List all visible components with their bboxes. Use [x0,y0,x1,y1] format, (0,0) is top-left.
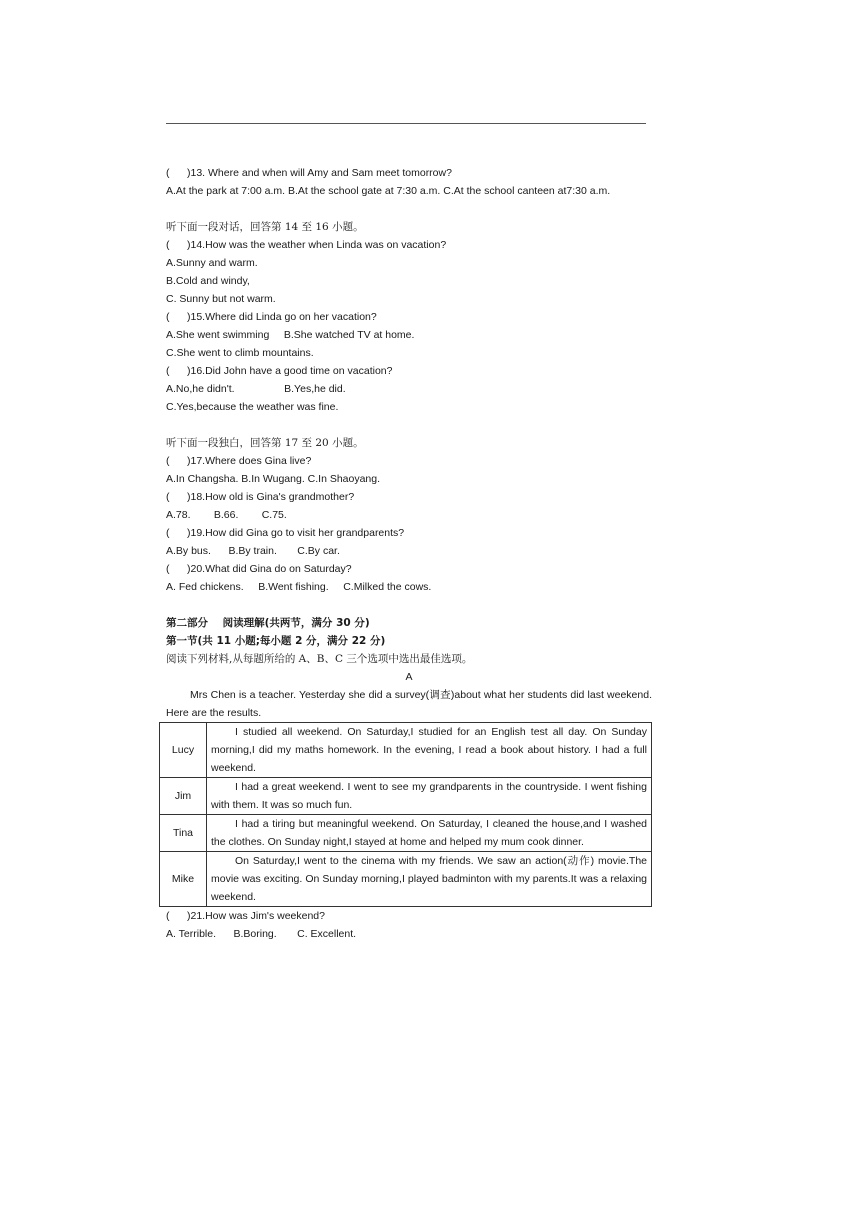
student-name: Tina [160,815,207,852]
question-18-options: A.78. B.66. C.75. [166,509,287,521]
survey-results-table [159,722,652,907]
question-14-option-c: C. Sunny but not warm. [166,293,276,305]
passage-label: A [405,671,413,683]
question-18-stem: ( )18.How old is Gina's grandmother? [166,491,355,503]
spacer [166,596,652,614]
student-answer: On Saturday,I went to the cinema with my friends. We saw an action(动作) movie.The movie was exciting. On Sunday morning,I played badminton with my parents.It was a relaxing weekend. [207,852,652,907]
question-19-stem: ( )19.How did Gina go to visit her grandparents? [166,527,405,539]
table-row [160,723,652,778]
spacer [166,416,652,434]
question-13-stem: ( )13. Where and when will Amy and Sam meet tomorrow? [166,167,452,179]
question-17-options: A.In Changsha. B.In Wugang. C.In Shaoyang. [166,473,381,485]
question-21-options: A. Terrible. B.Boring. C. Excellent. [166,928,357,940]
section-17-20-intro: 听下面一段独白，回答第 17 至 20 小题。 [166,437,364,449]
section-14-16-intro: 听下面一段对话，回答第 14 至 16 小题。 [166,221,364,233]
question-19-options: A.By bus. B.By train. C.By car. [166,545,340,557]
student-name: Jim [160,778,207,815]
question-14-option-a: A.Sunny and warm. [166,257,258,269]
question-13-options: A.At the park at 7:00 a.m. B.At the school gate at 7:30 a.m. C.At the school canteen at7:30 a.m. [166,185,611,197]
question-15-stem: ( )15.Where did Linda go on her vacation? [166,311,377,323]
question-16-stem: ( )16.Did John have a good time on vacation? [166,365,393,377]
question-17-stem: ( )17.Where does Gina live? [166,455,312,467]
question-14-stem: ( )14.How was the weather when Linda was on vacation? [166,239,447,251]
table-row [160,778,652,815]
student-name: Lucy [160,723,207,778]
question-14-option-b: B.Cold and windy, [166,275,250,287]
question-21-stem: ( )21.How was Jim's weekend? [166,910,325,922]
spacer [166,200,652,218]
section-1-title: 第一节(共 11 小题;每小题 2 分，满分 22 分) [166,635,386,647]
exam-content [166,164,652,943]
passage-intro: Mrs Chen is a teacher. Yesterday she did a survey(调查)about what her students did last weekend. Here are the results. [166,689,652,719]
question-20-options: A. Fed chickens. B.Went fishing. C.Milked the cows. [166,581,432,593]
student-answer: I had a tiring but meaningful weekend. On Saturday, I cleaned the house,and I washed the clothes. On Sunday night,I stayed at home and helped my mum cook dinner. [207,815,652,852]
student-answer: I had a great weekend. I went to see my grandparents in the countryside. I went fishing with them. It was so much fun. [207,778,652,815]
question-15-option-c: C.She went to climb mountains. [166,347,314,359]
table-row [160,852,652,907]
question-15-options-ab: A.She went swimming B.She watched TV at home. [166,329,415,341]
student-answer: I studied all weekend. On Saturday,I studied for an English test all day. On Sunday morning,I did my maths homework. In the evening, I read a book about history. I had a full weekend. [207,723,652,778]
header-rule [166,123,646,124]
reading-instruction: 阅读下列材料,从每题所给的 A、B、C 三个选项中选出最佳选项。 [166,653,473,665]
student-name: Mike [160,852,207,907]
part-2-title: 第二部分 阅读理解(共两节，满分 30 分) [166,617,370,629]
question-20-stem: ( )20.What did Gina do on Saturday? [166,563,352,575]
table-row [160,815,652,852]
question-16-options-ab: A.No,he didn't. B.Yes,he did. [166,383,346,395]
question-16-option-c: C.Yes,because the weather was fine. [166,401,339,413]
